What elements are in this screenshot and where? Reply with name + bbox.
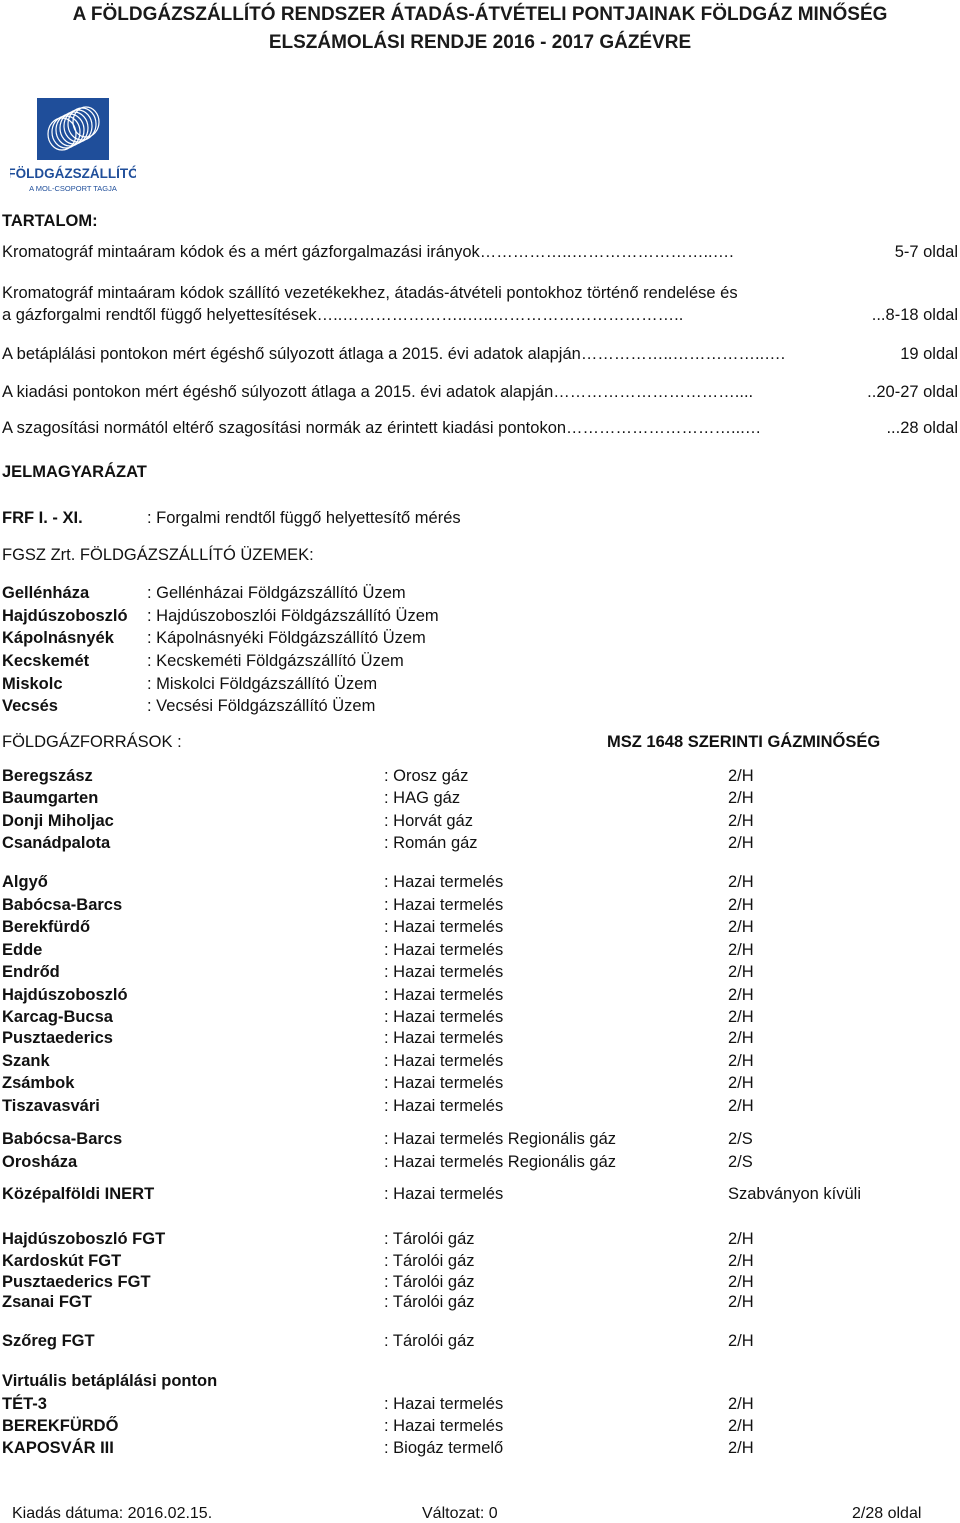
source-name: Hajdúszoboszló (2, 986, 128, 1004)
plant-name: Kecskemét (2, 652, 90, 670)
plant-name: Gellénháza (2, 584, 90, 602)
source-quality: 2/H (728, 812, 754, 830)
source-name: Zsanai FGT (2, 1293, 92, 1311)
source-type: : Tárolói gáz (384, 1230, 475, 1248)
source-name: Tiszavasvári (2, 1097, 100, 1115)
source-type: : Hazai termelés Regionális gáz (384, 1153, 617, 1171)
toc-item[interactable] (2, 306, 958, 325)
source-type: : Hazai termelés (384, 1074, 504, 1092)
source-name: Endrőd (2, 963, 60, 981)
toc-item-page: 5-7 oldal (894, 243, 958, 261)
source-quality: 2/H (728, 1293, 754, 1311)
plants-heading-text: FÖLDGÁZSZÁLLÍTÓ ÜZEMEK: (75, 546, 314, 564)
source-quality: 2/S (728, 1130, 753, 1148)
source-quality: 2/H (728, 986, 754, 1004)
source-quality: 2/H (728, 1029, 754, 1047)
source-name: Donji Miholjac (2, 812, 114, 830)
source-type: : Tárolói gáz (384, 1293, 475, 1311)
source-quality: 2/H (728, 1439, 754, 1457)
source-name: Pusztaederics FGT (2, 1273, 151, 1291)
toc-item-page: ..20-27 oldal (867, 383, 958, 401)
source-type: : Hazai termelés (384, 986, 504, 1004)
legend-heading: JELMAGYARÁZAT (2, 463, 147, 481)
frf-description: : Forgalmi rendtől függő helyettesítő mérés (147, 509, 461, 527)
quality-heading: MSZ 1648 SZERINTI GÁZMINŐSÉG (607, 733, 881, 751)
document-title-line1: A FÖLDGÁZSZÁLLÍTÓ RENDSZER ÁTADÁS-ÁTVÉTELI PONTJAINAK FÖLDGÁZ MINŐSÉG (72, 4, 888, 25)
source-type: : Hazai termelés (384, 1052, 504, 1070)
source-type: : Hazai termelés (384, 1029, 504, 1047)
source-name: Középalföldi INERT (2, 1185, 155, 1203)
source-type: : Román gáz (384, 834, 478, 852)
source-type: : Hazai termelés (384, 1417, 504, 1435)
plant-name: Hajdúszoboszló (2, 607, 128, 625)
source-type: : Tárolói gáz (384, 1252, 475, 1270)
source-quality: 2/H (728, 1273, 754, 1291)
source-type: : Hazai termelés (384, 1395, 504, 1413)
company-logo (10, 96, 136, 196)
toc-heading: TARTALOM: (2, 212, 98, 230)
source-type: : Orosz gáz (384, 767, 469, 785)
toc-item[interactable] (2, 345, 958, 364)
source-type: : Hazai termelés (384, 963, 504, 981)
source-name: Karcag-Bucsa (2, 1008, 113, 1026)
document-title-line2: ELSZÁMOLÁSI RENDJE 2016 - 2017 GÁZÉVRE (268, 32, 692, 53)
source-name: Szőreg FGT (2, 1332, 95, 1350)
source-quality: 2/H (728, 1332, 754, 1350)
source-type: : Tárolói gáz (384, 1273, 475, 1291)
source-quality: 2/H (728, 896, 754, 914)
source-name: Pusztaederics (2, 1029, 113, 1047)
toc-item-text: a gázforgalmi rendtől függő helyettesítések…..…………………..…..…………………………….. (2, 306, 684, 324)
toc-item-page: 19 oldal (900, 345, 958, 363)
footer-issue-date: Kiadás dátuma: 2016.02.15. (12, 1505, 213, 1522)
source-quality: 2/H (728, 918, 754, 936)
toc-item-text: A kiadási pontokon mért égéshő súlyozott átlaga a 2015. évi adatok alapján…………………………….... (2, 383, 754, 401)
source-name: Berekfürdő (2, 918, 91, 936)
source-quality: 2/H (728, 1252, 754, 1270)
toc-item-page: ...28 oldal (886, 419, 958, 437)
source-quality: 2/H (728, 1052, 754, 1070)
source-quality: 2/H (728, 834, 754, 852)
virtual-heading: Virtuális betáplálási ponton (2, 1372, 218, 1390)
source-quality: 2/H (728, 873, 754, 891)
source-type: : Biogáz termelő (384, 1439, 504, 1457)
plants-heading (2, 546, 314, 565)
footer-version: Változat: 0 (422, 1505, 498, 1522)
frf-key: FRF I. - XI. (2, 509, 83, 527)
plant-description: : Kecskeméti Földgázszállító Üzem (147, 652, 404, 670)
plant-name: Kápolnásnyék (2, 629, 114, 647)
source-quality: 2/H (728, 1097, 754, 1115)
footer-page-number: 2/28 oldal (852, 1505, 922, 1522)
source-quality: 2/S (728, 1153, 753, 1171)
plants-heading-prefix: FGSZ Zrt. (2, 546, 76, 564)
source-quality: 2/H (728, 1008, 754, 1026)
source-type: : Hazai termelés (384, 1097, 504, 1115)
plant-name: Miskolc (2, 675, 63, 693)
source-quality: 2/H (728, 1417, 754, 1435)
toc-item[interactable] (2, 383, 958, 402)
plant-description: : Miskolci Földgázszállító Üzem (147, 675, 378, 693)
toc-item-page: ...8-18 oldal (871, 306, 958, 324)
toc-item-text: A betáplálási pontokon mért égéshő súlyozott átlaga a 2015. évi adatok alapján……………..……………..…. (2, 345, 786, 363)
source-type: : Horvát gáz (384, 812, 473, 830)
source-quality: Szabványon kívüli (728, 1185, 861, 1203)
source-type: : Hazai termelés (384, 1008, 504, 1026)
toc-item[interactable] (2, 243, 958, 262)
source-quality: 2/H (728, 767, 754, 785)
source-name: Zsámbok (2, 1074, 75, 1092)
source-name: KAPOSVÁR III (2, 1439, 114, 1457)
source-quality: 2/H (728, 941, 754, 959)
source-type: : Hazai termelés (384, 1185, 504, 1203)
plant-description: : Gellénházai Földgázszállító Üzem (147, 584, 406, 602)
toc-item-text: Kromatográf mintaáram kódok és a mért gázforgalmazási irányok……………..……………………..…. (2, 243, 734, 261)
logo-wordmark: FÖLDGÁZSZÁLLÍTÓ (10, 166, 136, 181)
plant-description: : Vecsési Földgázszállító Üzem (147, 697, 376, 715)
source-quality: 2/H (728, 1074, 754, 1092)
source-name: TÉT-3 (2, 1395, 47, 1413)
toc-item-text-line1: Kromatográf mintaáram kódok szállító vezetékekhez, átadás-átvételi pontokhoz történő rendelése és (2, 284, 738, 302)
source-type: : Hazai termelés (384, 873, 504, 891)
source-name: Algyő (2, 873, 48, 891)
source-name: Csanádpalota (2, 834, 111, 852)
plant-name: Vecsés (2, 697, 58, 715)
source-name: Szank (2, 1052, 50, 1070)
logo-emblem-icon (10, 96, 136, 196)
source-quality: 2/H (728, 789, 754, 807)
source-name: Beregszász (2, 767, 93, 785)
source-type: : Tárolói gáz (384, 1332, 475, 1350)
source-type: : Hazai termelés (384, 896, 504, 914)
source-quality: 2/H (728, 963, 754, 981)
toc-item[interactable] (2, 419, 958, 438)
source-quality: 2/H (728, 1230, 754, 1248)
source-type: : Hazai termelés (384, 918, 504, 936)
logo-tagline: A MOL-CSOPORT TAGJA (29, 184, 117, 193)
source-quality: 2/H (728, 1395, 754, 1413)
source-name: Orosháza (2, 1153, 78, 1171)
source-name: BEREKFÜRDŐ (2, 1417, 119, 1435)
source-name: Hajdúszoboszló FGT (2, 1230, 166, 1248)
toc-item-text: A szagosítási normától eltérő szagosítási normák az érintett kiadási pontokon…………………………...… (2, 419, 762, 437)
source-name: Babócsa-Barcs (2, 896, 123, 914)
sources-heading: FÖLDGÁZFORRÁSOK : (2, 733, 182, 751)
source-name: Edde (2, 941, 43, 959)
source-name: Babócsa-Barcs (2, 1130, 123, 1148)
source-name: Kardoskút FGT (2, 1252, 122, 1270)
source-name: Baumgarten (2, 789, 99, 807)
plant-description: : Kápolnásnyéki Földgázszállító Üzem (147, 629, 426, 647)
source-type: : Hazai termelés Regionális gáz (384, 1130, 617, 1148)
source-type: : Hazai termelés (384, 941, 504, 959)
plant-description: : Hajdúszoboszlói Földgázszállító Üzem (147, 607, 439, 625)
source-type: : HAG gáz (384, 789, 461, 807)
